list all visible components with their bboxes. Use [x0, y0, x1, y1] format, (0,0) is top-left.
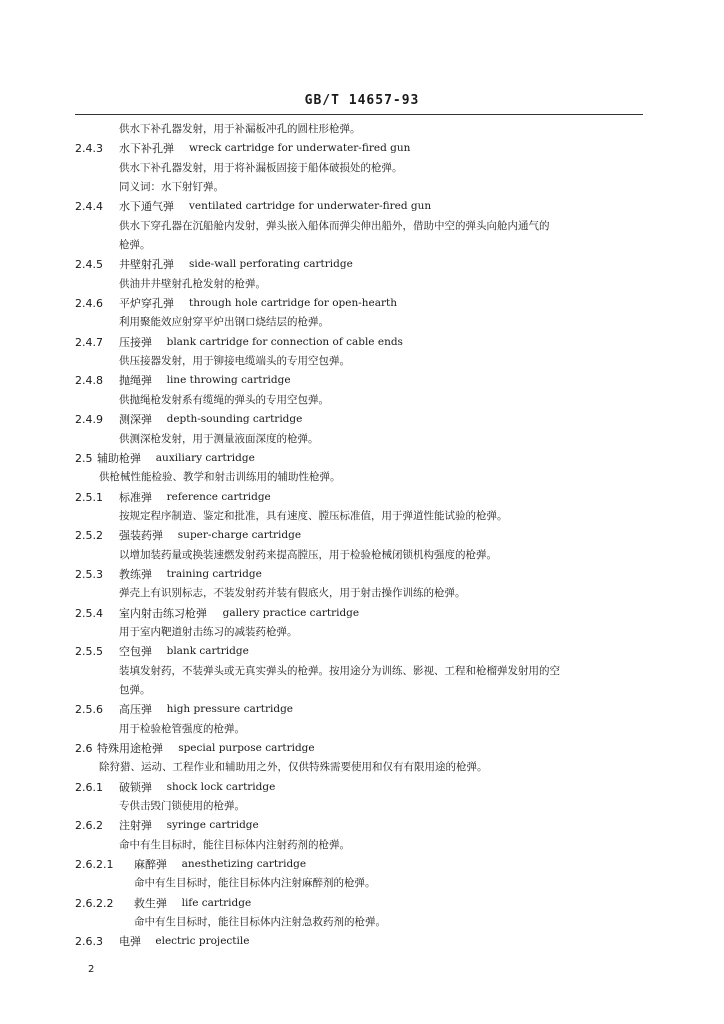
term-english: wreck cartridge for underwater-fired gun [189, 142, 411, 155]
definition-text: 供水下补孔器发射，用于将补漏板固接于船体破损处的枪弹。 [119, 161, 403, 174]
term-english: ventilated cartridge for underwater-fired gun [189, 200, 432, 213]
term-number: 2.4.8 [75, 374, 103, 388]
definition-line [75, 758, 645, 777]
definition-text: 命中有生目标时，能往目标体内注射急救药剂的枪弹。 [134, 916, 386, 929]
term-entry [75, 526, 645, 545]
term-english: side-wall perforating cartridge [189, 258, 353, 271]
term-chinese: 注射弹 [119, 819, 152, 833]
definition-line [75, 159, 645, 178]
term-number: 2.6.2.2 [75, 896, 114, 910]
definition-text: 命中有生目标时，能往目标体内注射药剂的枪弹。 [119, 838, 350, 851]
term-number: 2.6.3 [75, 935, 103, 949]
term-number: 2.5.5 [75, 645, 103, 659]
definition-line [75, 546, 645, 565]
term-entry [75, 604, 645, 623]
term-entry [75, 642, 645, 661]
definition-text: 供压接器发射，用于铆接电缆端头的专用空包弹。 [119, 355, 350, 368]
definition-text: 供水下补孔器发射，用于补漏板冲孔的圆柱形枪弹。 [119, 123, 361, 135]
standard-header: GB/T 14657-93 [304, 93, 420, 108]
term-english: depth-sounding cartridge [166, 413, 303, 426]
term-chinese: 平炉穿孔弹 [119, 297, 174, 311]
term-chinese: 电弹 [119, 935, 141, 949]
term-number: 2.6.2 [75, 819, 103, 833]
term-chinese: 标准弹 [119, 490, 152, 504]
term-entry [75, 449, 645, 468]
definition-line [75, 120, 645, 139]
definition-line [75, 623, 645, 642]
definition-line [75, 720, 645, 739]
term-chinese: 水下补孔弹 [119, 142, 174, 156]
term-entry [75, 488, 645, 507]
term-chinese: 空包弹 [119, 645, 152, 659]
definition-line [75, 178, 645, 197]
term-chinese: 抛绳弹 [119, 374, 152, 388]
page-number: 2 [88, 964, 95, 975]
term-chinese: 破锁弹 [119, 780, 152, 794]
definition-text: 同义词：水下射钉弹。 [119, 181, 224, 194]
term-chinese: 压接弹 [119, 335, 152, 349]
definition-line [75, 430, 645, 449]
term-number: 2.6.1 [75, 780, 103, 794]
term-entry [75, 894, 645, 913]
definition-text: 供测深枪发射，用于测量液面深度的枪弹。 [119, 432, 319, 445]
term-number: 2.4.9 [75, 413, 103, 427]
definition-text: 命中有生目标时，能往目标体内注射麻醉剂的枪弹。 [134, 877, 376, 890]
definition-line [75, 391, 645, 410]
definition-text: 用于室内靶道射击练习的减装药枪弹。 [119, 625, 298, 638]
term-entry [75, 565, 645, 584]
term-entry [75, 778, 645, 797]
term-chinese: 特殊用途枪弹 [97, 742, 163, 755]
term-entry [75, 855, 645, 874]
definition-text: 装填发射药，不装弹头或无真实弹头的枪弹。按用途分为训练、影视、工程和枪榴弹发射用的空 [119, 664, 560, 677]
term-chinese: 救生弹 [134, 896, 167, 910]
term-number: 2.5.1 [75, 490, 103, 504]
term-number: 2.4.6 [75, 297, 103, 311]
term-english: reference cartridge [166, 490, 271, 503]
term-chinese: 水下通气弹 [119, 200, 174, 214]
definition-text: 供油井井壁射孔枪发射的枪弹。 [119, 277, 266, 290]
document-body [75, 120, 645, 952]
definition-text: 包弹。 [119, 683, 151, 696]
term-chinese: 强装药弹 [119, 529, 163, 543]
term-entry [75, 816, 645, 835]
definition-text: 按规定程序制造、鉴定和批准，具有速度、膛压标准值，用于弹道性能试验的枪弹。 [119, 509, 508, 522]
term-english: shock lock cartridge [166, 780, 276, 793]
term-chinese: 麻醉弹 [134, 858, 167, 872]
definition-line [75, 217, 645, 236]
term-chinese: 测深弹 [119, 413, 152, 427]
definition-text: 利用聚能效应射穿平炉出钢口烧结层的枪弹。 [119, 316, 329, 329]
term-english: syringe cartridge [166, 819, 259, 832]
term-english: line throwing cartridge [166, 374, 291, 387]
term-english: electric projectile [155, 935, 250, 948]
term-entry [75, 932, 645, 951]
term-entry [75, 255, 645, 274]
term-number: 2.5.6 [75, 703, 103, 717]
term-number: 2.5.4 [75, 606, 103, 620]
definition-text: 供抛绳枪发射系有缆绳的弹头的专用空包弹。 [119, 393, 329, 406]
term-entry [75, 410, 645, 429]
definition-line [75, 507, 645, 526]
term-entry [75, 294, 645, 313]
definition-line [75, 913, 645, 932]
term-entry [75, 739, 645, 758]
term-entry [75, 333, 645, 352]
term-number: 2.4.3 [75, 142, 103, 156]
term-number: 2.5 [75, 451, 93, 465]
term-english: super-charge cartridge [177, 529, 302, 542]
definition-line [75, 352, 645, 371]
definition-line [75, 797, 645, 816]
definition-line [75, 836, 645, 855]
header-rule [75, 114, 643, 115]
term-english: blank cartridge for connection of cable ends [166, 335, 403, 348]
term-number: 2.6 [75, 742, 93, 755]
term-number: 2.6.2.1 [75, 858, 114, 872]
definition-text: 枪弹。 [119, 239, 151, 252]
definition-line [75, 313, 645, 332]
definition-line [75, 681, 645, 700]
term-english: anesthetizing cartridge [181, 858, 307, 871]
term-entry [75, 197, 645, 216]
term-english: gallery practice cartridge [222, 606, 360, 619]
term-english: special purpose cartridge [178, 742, 315, 754]
definition-text: 弹壳上有识别标志，不装发射药并装有假底火，用于射击操作训练的枪弹。 [119, 587, 466, 600]
definition-text: 除狩猎、运动、工程作业和辅助用之外，仅供特殊需要使用和仅有有限用途的枪弹。 [99, 761, 488, 774]
term-english: high pressure cartridge [166, 703, 294, 716]
term-number: 2.4.4 [75, 200, 103, 214]
term-english: life cartridge [181, 896, 252, 909]
definition-text: 供水下穿孔器在沉船舱内发射，弹头嵌入船体而弹尖伸出船外，借助中空的弹头向舱内通气的 [119, 219, 550, 232]
term-entry [75, 700, 645, 719]
term-chinese: 室内射击练习枪弹 [119, 606, 207, 620]
term-chinese: 井壁射孔弹 [119, 258, 174, 272]
term-entry [75, 371, 645, 390]
definition-text: 供枪械性能检验、教学和射击训练用的辅助性枪弹。 [99, 471, 341, 484]
term-english: auxiliary cartridge [155, 451, 255, 464]
term-number: 2.5.3 [75, 567, 103, 581]
definition-text: 专供击毁门锁使用的枪弹。 [119, 800, 245, 813]
term-number: 2.5.2 [75, 529, 103, 543]
term-chinese: 教练弹 [119, 567, 152, 581]
term-english: through hole cartridge for open-hearth [189, 297, 398, 310]
definition-line [75, 662, 645, 681]
term-number: 2.4.5 [75, 258, 103, 272]
definition-text: 以增加装药量或换装速燃发射药来提高膛压，用于检验枪械闭锁机构强度的枪弹。 [119, 548, 497, 561]
term-entry [75, 139, 645, 158]
definition-line [75, 236, 645, 255]
definition-text: 用于检验枪管强度的枪弹。 [119, 722, 245, 735]
term-english: training cartridge [166, 567, 262, 580]
term-number: 2.4.7 [75, 335, 103, 349]
term-english: blank cartridge [166, 645, 249, 658]
term-chinese: 高压弹 [119, 703, 152, 717]
definition-line [75, 275, 645, 294]
term-chinese: 辅助枪弹 [97, 451, 141, 465]
definition-line [75, 584, 645, 603]
definition-line [75, 874, 645, 893]
definition-line [75, 468, 645, 487]
